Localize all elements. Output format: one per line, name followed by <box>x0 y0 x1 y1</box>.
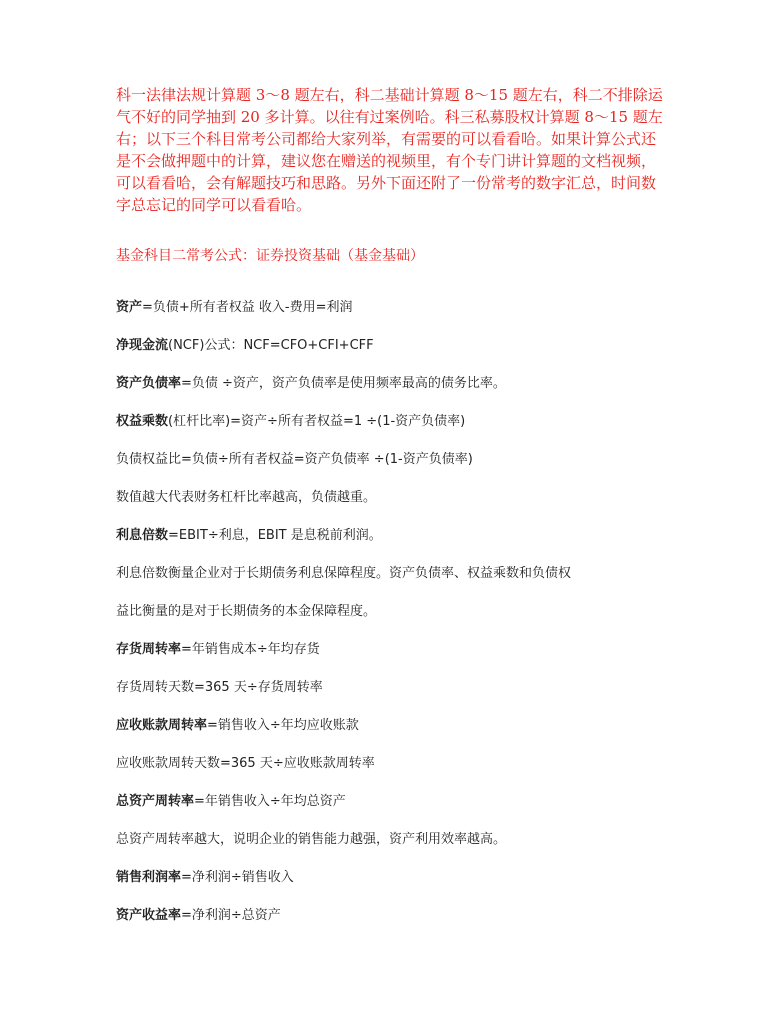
formula-text: 总资产周转率越大，说明企业的销售能力越强，资产利用效率越高。 <box>116 832 507 847</box>
formula-term: 存货周转率 <box>116 642 182 657</box>
formula-term: 资产负债率 <box>116 376 182 391</box>
formula-line-asset-turnover-note <box>116 830 676 850</box>
formula-line-debt-equity <box>116 450 676 470</box>
formula-term: 应收账款周转率 <box>116 718 208 733</box>
formula-term: 销售利润率 <box>116 870 182 885</box>
formula-line-roa <box>116 906 676 926</box>
formula-term: 利息倍数 <box>116 528 169 543</box>
formula-term: 资产 <box>116 300 143 315</box>
formula-line-equity-multiplier <box>116 412 676 432</box>
formula-text: 存货周转天数=365 天÷存货周转率 <box>116 680 323 695</box>
formula-text: 益比衡量的是对于长期债务的本金保障程度。 <box>116 604 377 619</box>
formula-line-interest-note-1 <box>116 564 676 584</box>
formula-line-receivables-days <box>116 754 676 774</box>
intro-paragraph: 科一法律法规计算题 3～8 题左右，科二基础计算题 8～15 题左右，科二不排除运气不好的同学抽到 20 多计算。以往有过案例哈。科三私募股权计算题 8～15 题左右；以下三个科目常考公司都给大家列举，有需要的可以看看哈。如果计算公式还是不会做押题中的计算，建议您在赠送的视频里，有个专门讲计算题的文档视频，可以看看哈，会有解题技巧和思路。另外下面还附了一份常考的数字汇总，时间数字总忘记的同学可以看看哈。 <box>116 86 663 214</box>
formula-line-asset-turnover <box>116 792 676 812</box>
formula-line-debt-ratio <box>116 374 676 394</box>
formula-line-leverage-note <box>116 488 676 508</box>
formula-line-interest-coverage <box>116 526 676 546</box>
formula-text: =负债+所有者权益 收入-费用=利润 <box>142 300 353 315</box>
formula-term: 资产收益率 <box>116 908 182 923</box>
formula-line-receivables-turnover <box>116 716 676 736</box>
formula-text: =销售收入÷年均应收账款 <box>207 718 359 733</box>
formula-text: (杠杆比率)=资产÷所有者权益=1 ÷(1-资产负债率) <box>168 414 466 429</box>
formula-text: =负债 ÷资产，资产负债率是使用频率最高的债务比率。 <box>181 376 506 391</box>
formula-text: 应收账款周转天数=365 天÷应收账款周转率 <box>116 756 375 771</box>
formula-text: 数值越大代表财务杠杆比率越高，负债越重。 <box>116 490 377 505</box>
formula-text: =净利润÷销售收入 <box>181 870 294 885</box>
formula-text: (NCF)公式：NCF=CFO+CFI+CFF <box>168 338 374 353</box>
formula-text: 负债权益比=负债÷所有者权益=资产负债率 ÷(1-资产负债率) <box>116 452 473 467</box>
formula-line-ncf <box>116 336 676 356</box>
formula-line-profit-margin <box>116 868 676 888</box>
formula-text: =净利润÷总资产 <box>181 908 281 923</box>
formula-term: 总资产周转率 <box>116 794 195 809</box>
formula-text: =年销售成本÷年均存货 <box>181 642 320 657</box>
formula-term: 权益乘数 <box>116 414 169 429</box>
formula-text: =年销售收入÷年均总资产 <box>194 794 346 809</box>
section-heading: 基金科目二常考公式：证券投资基础（基金基础） <box>116 248 424 264</box>
formula-text: =EBIT÷利息，EBIT 是息税前利润。 <box>168 528 382 543</box>
formula-line-inventory-days <box>116 678 676 698</box>
formula-text: 利息倍数衡量企业对于长期债务利息保障程度。资产负债率、权益乘数和负债权 <box>116 566 572 581</box>
formula-term: 净现金流 <box>116 338 169 353</box>
formula-line-assets <box>116 298 676 318</box>
formula-line-interest-note-2 <box>116 602 676 622</box>
formula-line-inventory-turnover <box>116 640 676 660</box>
